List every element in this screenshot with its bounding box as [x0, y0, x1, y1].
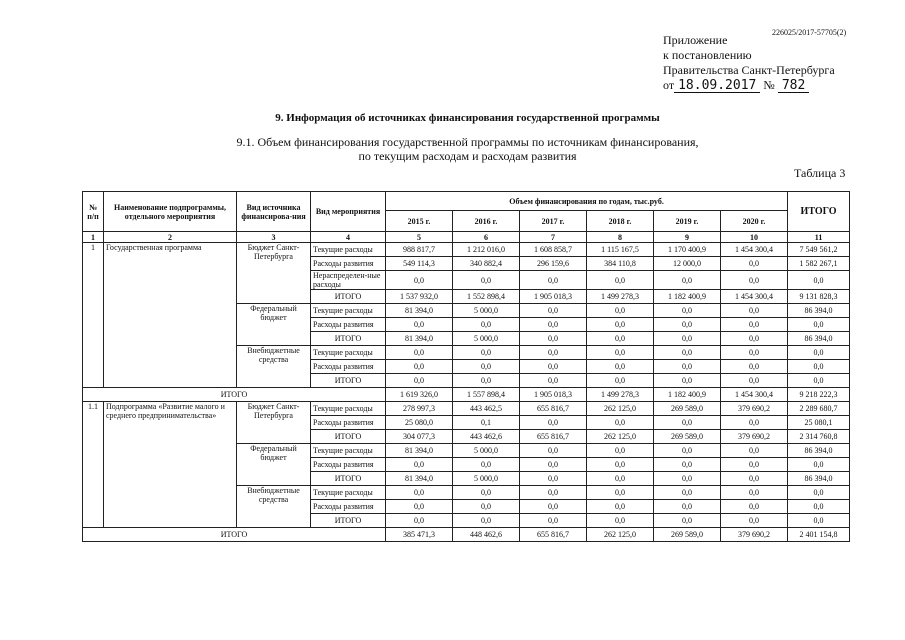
column-index: 5 — [386, 232, 453, 243]
value-cell: 379 690,2 — [721, 402, 788, 416]
header-volume: Объем финансирования по годам, тыс.руб. — [386, 192, 788, 211]
value-cell: 0,0 — [788, 271, 850, 290]
column-index: 10 — [721, 232, 788, 243]
program-total-label: ИТОГО — [83, 528, 386, 542]
total-value-cell: 655 816,7 — [520, 528, 587, 542]
value-cell: 0,1 — [453, 416, 520, 430]
appendix-date-line — [663, 78, 835, 93]
value-cell: 988 817,7 — [386, 243, 453, 257]
program-number: 1 — [83, 243, 104, 388]
expense-type: Нераспределен-ные расходы — [311, 271, 386, 290]
value-cell: 0,0 — [788, 374, 850, 388]
value-cell: 0,0 — [788, 458, 850, 472]
value-cell: 0,0 — [520, 416, 587, 430]
total-value-cell: 1 182 400,9 — [654, 388, 721, 402]
expense-type: ИТОГО — [311, 374, 386, 388]
value-cell: 0,0 — [654, 318, 721, 332]
value-cell: 9 131 828,3 — [788, 290, 850, 304]
header-year: 2020 г. — [721, 211, 788, 232]
value-cell: 0,0 — [654, 514, 721, 528]
value-cell: 0,0 — [654, 360, 721, 374]
value-cell: 1 170 400,9 — [654, 243, 721, 257]
total-value-cell: 1 557 898,4 — [453, 388, 520, 402]
value-cell: 1 905 018,3 — [520, 290, 587, 304]
funding-source: Федеральный бюджет — [237, 444, 311, 486]
value-cell: 0,0 — [520, 458, 587, 472]
value-cell: 0,0 — [654, 472, 721, 486]
number-label: № — [763, 78, 775, 92]
value-cell: 1 182 400,9 — [654, 290, 721, 304]
value-cell: 81 394,0 — [386, 472, 453, 486]
value-cell: 0,0 — [386, 500, 453, 514]
value-cell: 0,0 — [721, 486, 788, 500]
program-name: Государственная программа — [104, 243, 237, 388]
value-cell: 0,0 — [453, 318, 520, 332]
value-cell: 0,0 — [654, 346, 721, 360]
value-cell: 0,0 — [520, 514, 587, 528]
value-cell: 2 289 680,7 — [788, 402, 850, 416]
appendix-line-1: Приложение — [663, 33, 728, 47]
value-cell: 379 690,2 — [721, 430, 788, 444]
value-cell: 0,0 — [654, 486, 721, 500]
funding-source: Федеральный бюджет — [237, 304, 311, 346]
value-cell: 304 077,3 — [386, 430, 453, 444]
header-num: № п/п — [83, 192, 104, 232]
value-cell: 0,0 — [520, 346, 587, 360]
value-cell: 81 394,0 — [386, 444, 453, 458]
column-index-row — [83, 232, 850, 243]
value-cell: 0,0 — [654, 500, 721, 514]
table-row — [83, 243, 850, 257]
value-cell: 5 000,0 — [453, 304, 520, 318]
expense-type: Расходы развития — [311, 416, 386, 430]
total-value-cell: 379 690,2 — [721, 528, 788, 542]
value-cell: 0,0 — [453, 374, 520, 388]
expense-type: ИТОГО — [311, 332, 386, 346]
value-cell: 443 462,5 — [453, 402, 520, 416]
value-cell: 0,0 — [721, 458, 788, 472]
header-year: 2015 г. — [386, 211, 453, 232]
expense-type: Текущие расходы — [311, 304, 386, 318]
value-cell: 7 549 561,2 — [788, 243, 850, 257]
expense-type: Расходы развития — [311, 458, 386, 472]
subtitle — [0, 135, 905, 163]
expense-type: Расходы развития — [311, 318, 386, 332]
header-year: 2017 г. — [520, 211, 587, 232]
value-cell: 81 394,0 — [386, 332, 453, 346]
value-cell: 0,0 — [520, 332, 587, 346]
value-cell: 0,0 — [453, 458, 520, 472]
total-value-cell: 9 218 222,3 — [788, 388, 850, 402]
total-value-cell: 385 471,3 — [386, 528, 453, 542]
expense-type: ИТОГО — [311, 290, 386, 304]
value-cell: 0,0 — [721, 472, 788, 486]
from-label: от — [663, 78, 675, 92]
value-cell: 0,0 — [587, 346, 654, 360]
value-cell: 0,0 — [453, 514, 520, 528]
total-value-cell: 1 499 278,3 — [587, 388, 654, 402]
value-cell: 1 608 858,7 — [520, 243, 587, 257]
appendix-block — [663, 33, 835, 93]
value-cell: 0,0 — [453, 486, 520, 500]
value-cell: 0,0 — [520, 444, 587, 458]
value-cell: 0,0 — [721, 318, 788, 332]
total-value-cell: 269 589,0 — [654, 528, 721, 542]
value-cell: 0,0 — [587, 444, 654, 458]
value-cell: 0,0 — [587, 416, 654, 430]
header-total: ИТОГО — [788, 192, 850, 232]
value-cell: 0,0 — [453, 500, 520, 514]
value-cell: 0,0 — [453, 271, 520, 290]
total-value-cell: 262 125,0 — [587, 528, 654, 542]
value-cell: 0,0 — [386, 486, 453, 500]
value-cell: 0,0 — [788, 514, 850, 528]
value-cell: 0,0 — [587, 318, 654, 332]
value-cell: 0,0 — [520, 318, 587, 332]
value-cell: 0,0 — [721, 332, 788, 346]
value-cell: 0,0 — [654, 271, 721, 290]
expense-type: Текущие расходы — [311, 402, 386, 416]
value-cell: 1 115 167,5 — [587, 243, 654, 257]
value-cell: 0,0 — [386, 318, 453, 332]
value-cell: 0,0 — [386, 360, 453, 374]
value-cell: 384 110,8 — [587, 257, 654, 271]
header-type: Вид мероприятия — [311, 192, 386, 232]
expense-type: Текущие расходы — [311, 243, 386, 257]
expense-type: ИТОГО — [311, 514, 386, 528]
program-total-row — [83, 388, 850, 402]
value-cell: 0,0 — [721, 257, 788, 271]
table-body — [83, 243, 850, 542]
value-cell: 0,0 — [721, 514, 788, 528]
column-index: 3 — [237, 232, 311, 243]
total-value-cell: 1 454 300,4 — [721, 388, 788, 402]
value-cell: 0,0 — [721, 360, 788, 374]
value-cell: 262 125,0 — [587, 402, 654, 416]
value-cell: 0,0 — [654, 374, 721, 388]
header-source: Вид источника финансирова-ния — [237, 192, 311, 232]
value-cell: 0,0 — [654, 444, 721, 458]
header-year: 2019 г. — [654, 211, 721, 232]
value-cell: 0,0 — [386, 271, 453, 290]
value-cell: 0,0 — [453, 360, 520, 374]
value-cell: 0,0 — [788, 500, 850, 514]
column-index: 4 — [311, 232, 386, 243]
header-year: 2016 г. — [453, 211, 520, 232]
value-cell: 0,0 — [721, 346, 788, 360]
value-cell: 1 499 278,3 — [587, 290, 654, 304]
table-label: Таблица 3 — [794, 166, 846, 180]
financing-table — [82, 191, 850, 542]
expense-type: Текущие расходы — [311, 346, 386, 360]
document-number: 226025/2017-57705(2) — [772, 28, 847, 37]
value-cell: 0,0 — [654, 416, 721, 430]
column-index: 7 — [520, 232, 587, 243]
value-cell: 0,0 — [520, 360, 587, 374]
value-cell: 0,0 — [386, 374, 453, 388]
value-cell: 443 462,6 — [453, 430, 520, 444]
expense-type: Текущие расходы — [311, 486, 386, 500]
header-name: Наименование подпрограммы, отдельного мероприятия — [104, 192, 237, 232]
value-cell: 0,0 — [788, 360, 850, 374]
appendix-line-3: Правительства Санкт-Петербурга — [663, 63, 835, 77]
value-cell: 0,0 — [386, 458, 453, 472]
value-cell: 0,0 — [788, 346, 850, 360]
value-cell: 655 816,7 — [520, 402, 587, 416]
value-cell: 0,0 — [788, 486, 850, 500]
value-cell: 1 537 932,0 — [386, 290, 453, 304]
value-cell: 1 582 267,1 — [788, 257, 850, 271]
value-cell: 0,0 — [721, 271, 788, 290]
value-cell: 2 314 760,8 — [788, 430, 850, 444]
value-cell: 0,0 — [654, 304, 721, 318]
value-cell: 86 394,0 — [788, 472, 850, 486]
program-number: 1.1 — [83, 402, 104, 528]
value-cell: 0,0 — [453, 346, 520, 360]
value-cell: 86 394,0 — [788, 304, 850, 318]
value-cell: 0,0 — [721, 416, 788, 430]
expense-type: Расходы развития — [311, 500, 386, 514]
expense-type: Текущие расходы — [311, 444, 386, 458]
funding-source: Бюджет Санкт-Петербурга — [237, 243, 311, 304]
program-total-label: ИТОГО — [83, 388, 386, 402]
value-cell: 0,0 — [587, 514, 654, 528]
value-cell: 12 000,0 — [654, 257, 721, 271]
value-cell: 0,0 — [587, 486, 654, 500]
funding-source: Внебюджетные средства — [237, 486, 311, 528]
value-cell: 0,0 — [721, 304, 788, 318]
value-cell: 5 000,0 — [453, 332, 520, 346]
value-cell: 0,0 — [654, 458, 721, 472]
value-cell: 0,0 — [587, 472, 654, 486]
value-cell: 0,0 — [520, 486, 587, 500]
subtitle-line-1: 9.1. Объем финансирования государственной программы по источникам финансирования, — [236, 135, 699, 149]
handwritten-number: 782 — [778, 80, 809, 93]
value-cell: 0,0 — [654, 332, 721, 346]
column-index: 6 — [453, 232, 520, 243]
column-index: 8 — [587, 232, 654, 243]
value-cell: 5 000,0 — [453, 444, 520, 458]
expense-type: Расходы развития — [311, 360, 386, 374]
total-value-cell: 448 462,6 — [453, 528, 520, 542]
total-value-cell: 1 619 326,0 — [386, 388, 453, 402]
section-title: 9. Информация об источниках финансирования государственной программы — [275, 112, 660, 124]
value-cell: 269 589,0 — [654, 402, 721, 416]
value-cell: 0,0 — [587, 500, 654, 514]
column-index: 11 — [788, 232, 850, 243]
value-cell: 0,0 — [520, 500, 587, 514]
value-cell: 86 394,0 — [788, 444, 850, 458]
value-cell: 262 125,0 — [587, 430, 654, 444]
value-cell: 340 882,4 — [453, 257, 520, 271]
value-cell: 0,0 — [587, 374, 654, 388]
column-index: 2 — [104, 232, 237, 243]
expense-type: ИТОГО — [311, 472, 386, 486]
subtitle-line-2: по текущим расходам и расходам развития — [358, 149, 577, 163]
value-cell: 0,0 — [386, 514, 453, 528]
expense-type: Расходы развития — [311, 257, 386, 271]
total-value-cell: 1 905 018,3 — [520, 388, 587, 402]
value-cell: 0,0 — [587, 304, 654, 318]
value-cell: 1 552 898,4 — [453, 290, 520, 304]
value-cell: 269 589,0 — [654, 430, 721, 444]
value-cell: 0,0 — [520, 304, 587, 318]
value-cell: 0,0 — [587, 458, 654, 472]
value-cell: 25 080,1 — [788, 416, 850, 430]
value-cell: 25 080,0 — [386, 416, 453, 430]
value-cell: 1 212 016,0 — [453, 243, 520, 257]
value-cell: 655 816,7 — [520, 430, 587, 444]
value-cell: 0,0 — [788, 318, 850, 332]
value-cell: 549 114,3 — [386, 257, 453, 271]
value-cell: 1 454 300,4 — [721, 290, 788, 304]
header-year: 2018 г. — [587, 211, 654, 232]
total-value-cell: 2 401 154,8 — [788, 528, 850, 542]
value-cell: 0,0 — [587, 332, 654, 346]
funding-source: Внебюджетные средства — [237, 346, 311, 388]
value-cell: 296 159,6 — [520, 257, 587, 271]
table-row — [83, 402, 850, 416]
value-cell: 0,0 — [386, 346, 453, 360]
value-cell: 0,0 — [587, 360, 654, 374]
column-index: 1 — [83, 232, 104, 243]
value-cell: 1 454 300,4 — [721, 243, 788, 257]
value-cell: 0,0 — [520, 374, 587, 388]
column-index: 9 — [654, 232, 721, 243]
handwritten-date: 18.09.2017 — [674, 80, 760, 93]
value-cell: 0,0 — [520, 271, 587, 290]
value-cell: 0,0 — [721, 374, 788, 388]
appendix-line-2: к постановлению — [663, 48, 752, 62]
program-total-row — [83, 528, 850, 542]
program-name: Подпрограмма «Развитие малого и среднего предпринимательства» — [104, 402, 237, 528]
value-cell: 86 394,0 — [788, 332, 850, 346]
value-cell: 0,0 — [520, 472, 587, 486]
funding-source: Бюджет Санкт-Петербурга — [237, 402, 311, 444]
value-cell: 0,0 — [721, 500, 788, 514]
value-cell: 81 394,0 — [386, 304, 453, 318]
value-cell: 278 997,3 — [386, 402, 453, 416]
value-cell: 0,0 — [587, 271, 654, 290]
value-cell: 5 000,0 — [453, 472, 520, 486]
expense-type: ИТОГО — [311, 430, 386, 444]
value-cell: 0,0 — [721, 444, 788, 458]
